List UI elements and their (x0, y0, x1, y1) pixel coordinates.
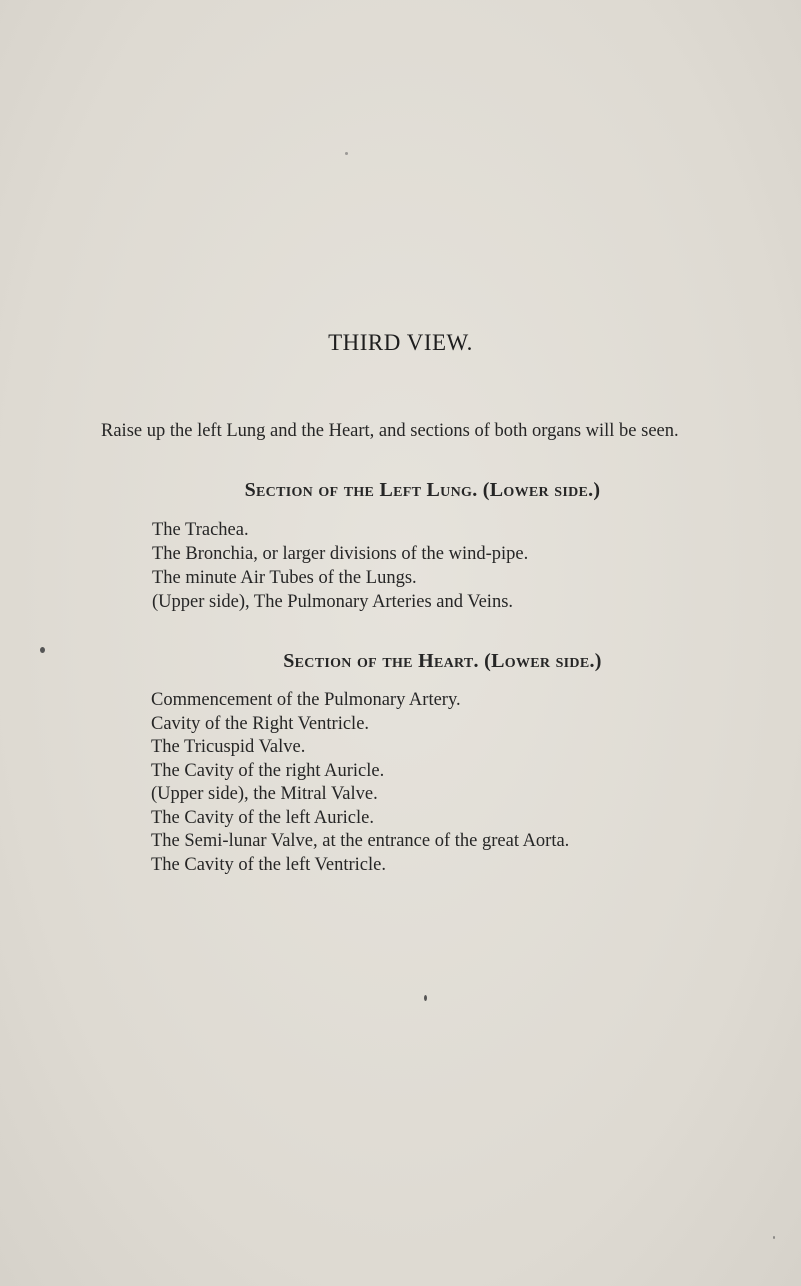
legend-text: The Trachea. (152, 520, 249, 540)
paper-speck (345, 152, 348, 155)
paper-speck (424, 995, 427, 1001)
heart-section-heading: Section of the Heart. (Lower side.) (283, 650, 602, 672)
legend-text: The Bronchia, or larger divisions of the wind-pipe. (152, 544, 529, 564)
page-title: THIRD VIEW. (328, 330, 473, 355)
legend-text: The Cavity of the left Ventricle. (151, 854, 386, 875)
paper-speck (40, 647, 45, 653)
legend-text: Commencement of the Pulmonary Artery. (151, 690, 461, 710)
intro-paragraph: Raise up the left Lung and the Heart, and sections of both organs will be seen. (101, 421, 679, 441)
legend-text: The Tricuspid Valve. (151, 737, 306, 757)
legend-text: The minute Air Tubes of the Lungs. (152, 568, 417, 588)
legend-text: Cavity of the Right Ventricle. (151, 713, 370, 734)
legend-text: The Cavity of the right Auricle. (151, 760, 385, 781)
legend-text: The Cavity of the left Auricle. (151, 807, 374, 828)
legend-text: (Upper side), The Pulmonary Arteries and Veins. (152, 592, 514, 612)
lung-section-heading: Section of the Left Lung. (Lower side.) (244, 479, 601, 501)
legend-text: The Semi-lunar Valve, at the entrance of the great Aorta. (151, 831, 570, 851)
paper-speck (773, 1236, 775, 1239)
legend-text: (Upper side), the Mitral Valve. (151, 784, 378, 804)
